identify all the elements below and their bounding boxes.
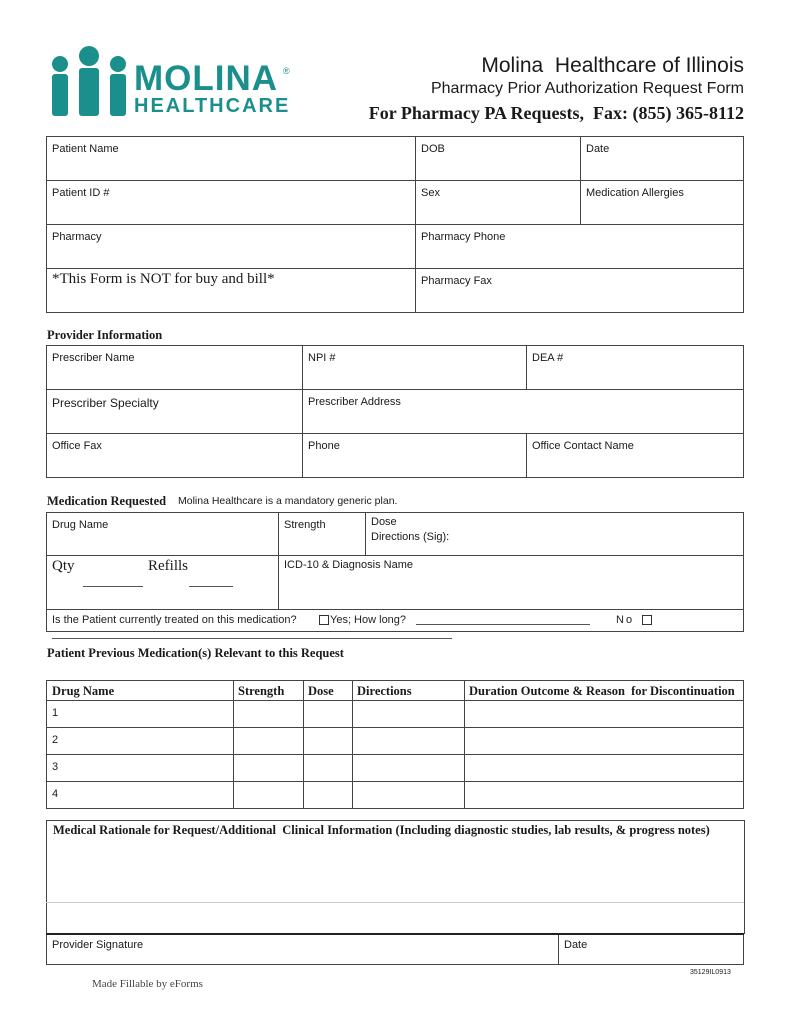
- fax-line: For Pharmacy PA Requests, Fax: (855) 365-8112: [368, 103, 744, 123]
- strength-field[interactable]: [279, 513, 366, 556]
- logo-name-line1: MOLINA: [134, 59, 279, 98]
- col-duration: [465, 681, 744, 701]
- specialty-field[interactable]: [47, 390, 303, 434]
- icd-label: ICD-10 & Diagnosis Name: [284, 559, 413, 571]
- currently-treated-question: Is the Patient currently treated on this medication?: [52, 614, 297, 626]
- refills-label: Refills: [148, 558, 188, 574]
- icd-field[interactable]: [279, 556, 744, 610]
- drug-name-field[interactable]: [47, 513, 279, 556]
- prev-directions-cell[interactable]: [353, 782, 465, 809]
- rationale-title: Medical Rationale for Request/Additional Clinical Information (Including diagnostic studies, lab results, & progress notes): [53, 823, 710, 837]
- no-checkbox[interactable]: [642, 615, 652, 625]
- date-label: Date: [586, 143, 610, 155]
- prev-dose-cell[interactable]: [304, 701, 353, 728]
- logo-wordmark: [134, 59, 291, 117]
- dea-label: DEA #: [532, 352, 564, 364]
- pharmacy-fax-field[interactable]: [416, 269, 744, 313]
- generic-plan-note: Molina Healthcare is a mandatory generic plan.: [178, 495, 398, 507]
- strength-label: Strength: [284, 519, 326, 531]
- specialty-label: Prescriber Specialty: [52, 396, 159, 410]
- rationale-box[interactable]: [46, 820, 745, 934]
- patient-name-field[interactable]: [47, 137, 416, 181]
- col-drug-name: [47, 681, 234, 701]
- yes-checkbox[interactable]: [319, 615, 329, 625]
- prev-duration-cell[interactable]: [465, 701, 744, 728]
- prev-dose-cell[interactable]: [304, 782, 353, 809]
- row-number: 3: [52, 761, 59, 773]
- row-number: 1: [52, 707, 59, 719]
- npi-label: NPI #: [308, 352, 336, 364]
- signature-date-field[interactable]: [559, 934, 744, 964]
- patient-name-label: Patient Name: [52, 143, 119, 155]
- office-contact-field[interactable]: [527, 434, 744, 478]
- qty-refills-field[interactable]: [47, 556, 279, 610]
- prev-drug-cell[interactable]: [47, 701, 234, 728]
- prev-drug-cell[interactable]: [47, 755, 234, 782]
- pharmacy-fax-label: Pharmacy Fax: [421, 275, 492, 287]
- prescriber-name-field[interactable]: [47, 346, 303, 390]
- col-strength-label: Strength: [238, 684, 285, 698]
- prev-directions-cell[interactable]: [353, 701, 465, 728]
- table-row: [47, 728, 744, 755]
- office-contact-label: Office Contact Name: [532, 440, 634, 452]
- dose-directions-field[interactable]: [366, 513, 744, 556]
- office-fax-field[interactable]: [47, 434, 303, 478]
- col-drug-name-label: Drug Name: [52, 684, 115, 698]
- row-number: 2: [52, 734, 59, 746]
- previous-meds-table: [46, 680, 744, 809]
- form-code: 35129IL0913: [690, 969, 731, 976]
- prev-strength-cell[interactable]: [234, 755, 304, 782]
- prev-drug-cell[interactable]: [47, 782, 234, 809]
- provider-section-title: Provider Information: [47, 328, 163, 342]
- previous-meds-title: Patient Previous Medication(s) Relevant to this Request: [47, 646, 344, 660]
- office-fax-label: Office Fax: [52, 440, 102, 452]
- prev-strength-cell[interactable]: [234, 701, 304, 728]
- col-dose: [304, 681, 353, 701]
- dob-label: DOB: [421, 143, 445, 155]
- medication-section-title: Medication Requested: [47, 494, 167, 508]
- row-number: 4: [52, 788, 59, 800]
- signature-table: [46, 933, 744, 965]
- prev-drug-cell[interactable]: [47, 728, 234, 755]
- col-directions-label: Directions: [357, 684, 412, 698]
- rationale-inner-line: [46, 902, 744, 903]
- prescriber-address-label: Prescriber Address: [308, 396, 401, 408]
- directions-label: Directions (Sig):: [371, 531, 450, 543]
- provider-signature-label: Provider Signature: [52, 939, 144, 951]
- pharmacy-label: Pharmacy: [52, 231, 102, 243]
- registered-mark: ®: [283, 66, 290, 76]
- refills-underline[interactable]: [189, 586, 233, 587]
- how-long-input[interactable]: [416, 624, 590, 625]
- prev-dose-cell[interactable]: [304, 755, 353, 782]
- prev-dose-cell[interactable]: [304, 728, 353, 755]
- allergies-field[interactable]: [581, 181, 744, 225]
- form-title: Molina Healthcare of Illinois: [481, 54, 744, 77]
- sex-label: Sex: [421, 187, 440, 199]
- not-buy-bill-note: *This Form is NOT for buy and bill*: [52, 271, 275, 287]
- prev-strength-cell[interactable]: [234, 728, 304, 755]
- col-strength: [234, 681, 304, 701]
- patient-info-table: [46, 136, 744, 313]
- table-row: [47, 755, 744, 782]
- no-label: No: [616, 614, 635, 626]
- table-row: [47, 701, 744, 728]
- yes-how-long-label: Yes; How long?: [330, 614, 407, 626]
- sex-field[interactable]: [416, 181, 581, 225]
- qty-label: Qty: [52, 558, 75, 574]
- provider-signature-field[interactable]: [47, 934, 559, 964]
- col-directions: [353, 681, 465, 701]
- phone-field[interactable]: [303, 434, 527, 478]
- prev-duration-cell[interactable]: [465, 755, 744, 782]
- currently-treated-row: [47, 610, 744, 632]
- logo-name-line2: HEALTHCARE: [134, 95, 291, 117]
- prev-duration-cell[interactable]: [465, 728, 744, 755]
- provider-info-table: [46, 345, 744, 478]
- form-subtitle: Pharmacy Prior Authorization Request Form: [430, 80, 744, 97]
- signature-date-label: Date: [564, 939, 588, 951]
- prev-directions-cell[interactable]: [353, 755, 465, 782]
- divider-line: [52, 638, 452, 639]
- dob-field[interactable]: [416, 137, 581, 181]
- patient-id-field[interactable]: [47, 181, 416, 225]
- patient-id-label: Patient ID #: [52, 187, 110, 199]
- npi-field[interactable]: [303, 346, 527, 390]
- col-dose-label: Dose: [308, 684, 334, 698]
- prev-strength-cell[interactable]: [234, 782, 304, 809]
- prev-directions-cell[interactable]: [353, 728, 465, 755]
- medication-table: [46, 512, 744, 632]
- qty-underline[interactable]: [83, 586, 143, 587]
- dose-label: Dose: [371, 516, 397, 528]
- prescriber-address-field[interactable]: [303, 390, 744, 434]
- drug-name-label: Drug Name: [52, 519, 109, 531]
- pharmacy-phone-label: Pharmacy Phone: [421, 231, 506, 243]
- molina-logo-icon: [48, 46, 130, 118]
- prescriber-name-label: Prescriber Name: [52, 352, 135, 364]
- col-duration-label: Duration Outcome & Reason for Discontinuation: [469, 684, 735, 698]
- dea-field[interactable]: [527, 346, 744, 390]
- prev-duration-cell[interactable]: [465, 782, 744, 809]
- table-row: [47, 782, 744, 809]
- phone-label: Phone: [308, 440, 340, 452]
- not-buy-bill-cell: [47, 269, 416, 313]
- pharmacy-field[interactable]: [47, 225, 416, 269]
- date-field[interactable]: [581, 137, 744, 181]
- allergies-label: Medication Allergies: [586, 187, 684, 199]
- pharmacy-phone-field[interactable]: [416, 225, 744, 269]
- made-fillable-note: Made Fillable by eForms: [92, 978, 203, 990]
